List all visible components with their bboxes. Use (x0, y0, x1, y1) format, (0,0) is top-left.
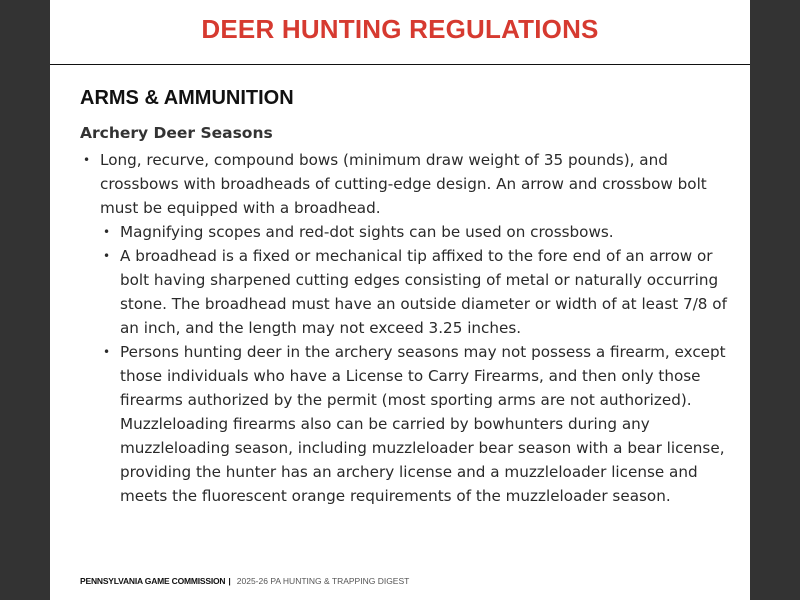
page-footer (80, 576, 409, 586)
list-item (80, 148, 730, 508)
section-heading: ARMS & AMMUNITION (80, 87, 294, 109)
sub-list-item (100, 220, 730, 244)
sub-list-item (100, 244, 730, 340)
list-item-text: Long, recurve, compound bows (minimum draw weight of 35 pounds), and crossbows with broadheads of cutting-edge design. An arrow and crossbow bolt must be equipped with a broadhead. (100, 151, 707, 217)
footer-publication: 2025-26 PA HUNTING & TRAPPING DIGEST (236, 576, 410, 586)
sub-list-item-text: A broadhead is a fixed or mechanical tip affixed to the fore end of an arrow or bolt having sharpened cutting edges consisting of metal or naturally occurring stone. The broadhead must have an outside diameter or width of at least 7/8 of an inch, and the length may not exceed 3.25 inches. (120, 247, 727, 337)
title-divider (50, 64, 750, 65)
viewer-background-right (750, 0, 800, 600)
footer-separator: | (228, 576, 231, 586)
regulations-list (80, 148, 730, 508)
sub-list-item-text: Magnifying scopes and red-dot sights can be used on crossbows. (120, 223, 614, 241)
sub-list (100, 220, 730, 508)
sub-list-item (100, 340, 730, 508)
subsection-heading: Archery Deer Seasons (80, 124, 273, 142)
page-title: DEER HUNTING REGULATIONS (201, 14, 599, 44)
document-page (50, 0, 750, 600)
footer-organization: PENNSYLVANIA GAME COMMISSION (80, 576, 226, 586)
viewer-background-left (0, 0, 50, 600)
sub-list-item-text: Persons hunting deer in the archery seasons may not possess a firearm, except those individuals who have a License to Carry Firearms, and then only those firearms authorized by the permit (most sporting arms are not authorized). Muzzleloading firearms also can be carried by bowhunters during any muzzleloading season, including muzzleloader bear season with a bear license, providing the hunter has an archery license and a muzzleloader license and meets the fluorescent orange requirements of the muzzleloader season. (120, 343, 726, 505)
